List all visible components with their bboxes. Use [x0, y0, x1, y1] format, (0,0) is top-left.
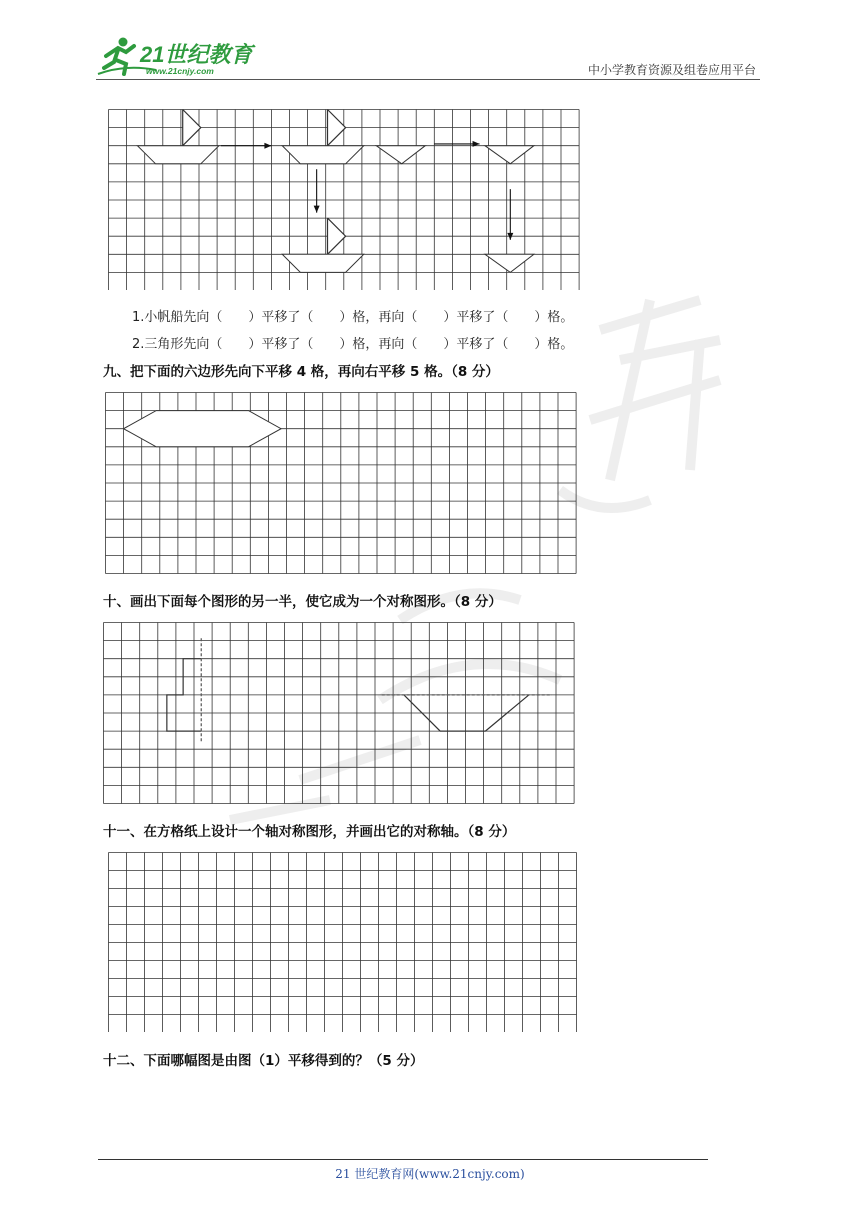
grid-design [108, 852, 581, 1032]
q8-line1: 1.小帆船先向（ ）平移了（ ）格，再向（ ）平移了（ ）格。 [132, 310, 574, 325]
arrow-right-1 [221, 143, 272, 149]
logo-text: 21世纪教育 [140, 42, 253, 67]
grid-lines [104, 623, 575, 804]
hull [137, 146, 218, 164]
arrow-down-2 [507, 189, 513, 240]
triangle-original [376, 146, 425, 164]
triangle-moved-right [485, 146, 534, 164]
q10-title: 十、画出下面每个图形的另一半，使它成为一个对称图形。（8 分） [103, 594, 502, 610]
q11-title: 十一、在方格纸上设计一个轴对称图形，并画出它的对称轴。（8 分） [103, 824, 516, 840]
hull [282, 254, 363, 272]
hull [282, 146, 363, 164]
q9-title: 九、把下面的六边形先向下平移 4 格，再向右平移 5 格。（8 分） [103, 364, 499, 380]
grid-symmetry [103, 622, 586, 805]
triangle-moved-down [485, 254, 534, 272]
grid-lines [109, 853, 577, 1033]
sail [328, 110, 346, 146]
sail [328, 218, 346, 254]
boat-moved-right [282, 110, 363, 164]
header-platform-text: 中小学教育资源及组卷应用平台 [587, 63, 756, 77]
header-divider [96, 79, 760, 80]
grid-boats [108, 109, 583, 290]
logo-url: www.21cnjy.com [146, 66, 214, 76]
site-logo[interactable] [96, 34, 266, 82]
boat-moved-down [282, 218, 363, 272]
q8-line2: 2.三角形先向（ ）平移了（ ）格，再向（ ）平移了（ ）格。 [132, 337, 574, 352]
hexagon [124, 411, 281, 447]
footer-text[interactable]: 21 世纪教育网(www.21cnjy.com) [335, 1167, 525, 1181]
sail [183, 110, 201, 146]
q12-title: 十二、下面哪幅图是由图（1）平移得到的？（5 分） [103, 1053, 424, 1069]
grid-hexagon [105, 392, 583, 574]
arrow-down-1 [314, 169, 320, 212]
footer-divider [98, 1159, 708, 1160]
boat-original [137, 110, 218, 164]
